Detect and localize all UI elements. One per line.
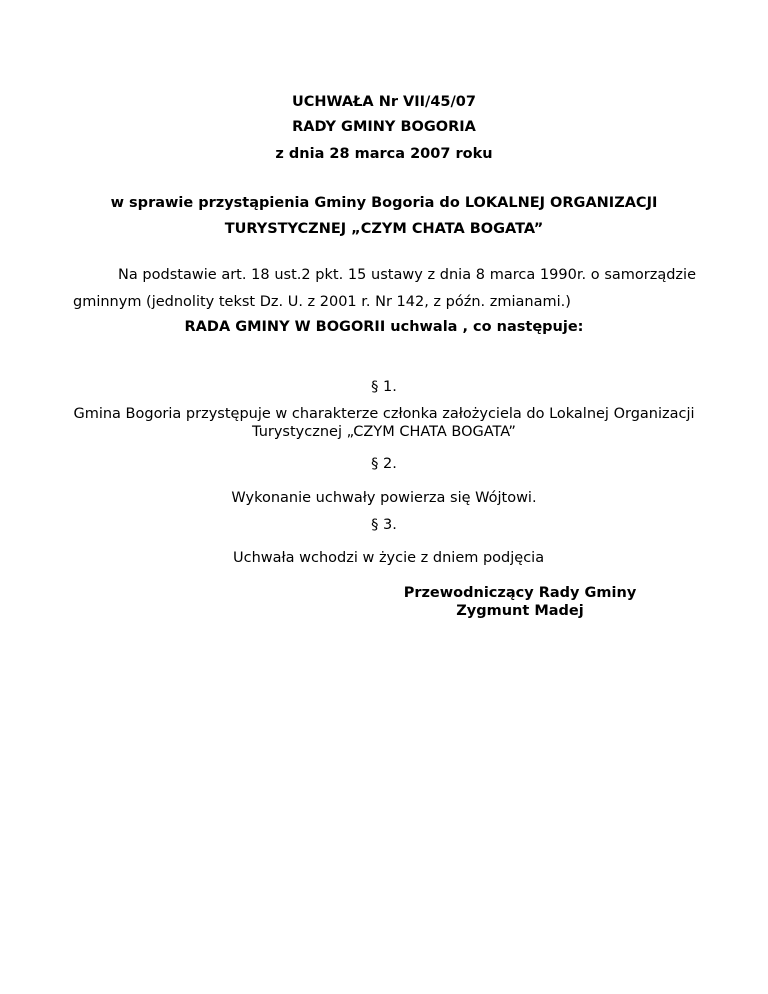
paragraph-mark-3: § 3. xyxy=(371,517,397,533)
signature-name: Zygmunt Madej xyxy=(456,603,584,619)
legal-basis-line-1: Na podstawie art. 18 ust.2 pkt. 15 ustawy z dnia 8 marca 1990r. o samorządzie xyxy=(118,267,696,283)
resolution-number: UCHWAŁA Nr VII/45/07 xyxy=(292,94,476,110)
subject-line-2: TURYSTYCZNEJ „CZYM CHATA BOGATA” xyxy=(224,221,544,237)
subject-line-1: w sprawie przystąpienia Gminy Bogoria do LOKALNEJ ORGANIZACJI xyxy=(110,195,658,211)
paragraph-2-text: Wykonanie uchwały powierza się Wójtowi. xyxy=(231,490,537,506)
legal-basis-line-2: gminnym (jednolity tekst Dz. U. z 2001 r. Nr 142, z późn. zmianami.) xyxy=(73,294,571,310)
paragraph-1-text-line-2: Turystycznej „CZYM CHATA BOGATA” xyxy=(252,424,516,440)
paragraph-mark-1: § 1. xyxy=(371,379,397,395)
paragraph-3-text: Uchwała wchodzi w życie z dniem podjęcia xyxy=(233,550,545,566)
paragraph-1-text-line-1: Gmina Bogoria przystępuje w charakterze członka założyciela do Lokalnej Organizacji xyxy=(73,406,695,422)
resolution-intro: RADA GMINY W BOGORII uchwala , co następuje: xyxy=(184,319,584,335)
signature-role: Przewodniczący Rady Gminy xyxy=(403,585,637,601)
resolution-date: z dnia 28 marca 2007 roku xyxy=(275,146,493,162)
paragraph-mark-2: § 2. xyxy=(371,456,397,472)
resolution-issuer: RADY GMINY BOGORIA xyxy=(292,119,476,135)
signature-block xyxy=(400,584,640,620)
